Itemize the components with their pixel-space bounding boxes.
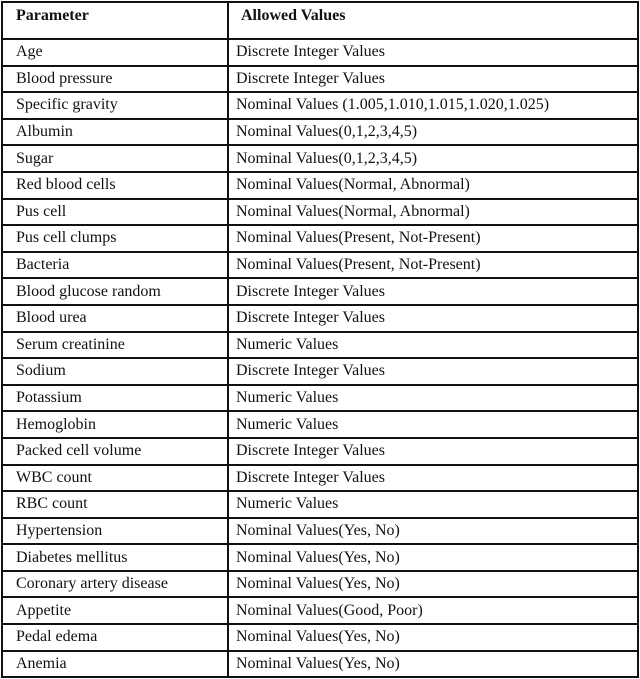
parameter-cell: Red blood cells xyxy=(2,172,228,199)
parameter-cell: Appetite xyxy=(2,597,228,624)
allowed-values-cell: Nominal Values(Yes, No) xyxy=(228,651,638,678)
allowed-values-cell: Nominal Values(Yes, No) xyxy=(228,518,638,545)
allowed-values-cell: Numeric Values xyxy=(228,491,638,518)
header-parameter: Parameter xyxy=(2,2,228,39)
allowed-values-cell: Discrete Integer Values xyxy=(228,66,638,93)
allowed-values-cell: Nominal Values(0,1,2,3,4,5) xyxy=(228,145,638,172)
parameter-cell: Specific gravity xyxy=(2,92,228,119)
parameter-cell: Sodium xyxy=(2,358,228,385)
table-row xyxy=(2,172,638,199)
table-row xyxy=(2,225,638,252)
allowed-values-cell: Nominal Values(Good, Poor) xyxy=(228,597,638,624)
parameter-cell: Pus cell xyxy=(2,199,228,226)
allowed-values-cell: Discrete Integer Values xyxy=(228,358,638,385)
parameter-cell: RBC count xyxy=(2,491,228,518)
allowed-values-cell: Discrete Integer Values xyxy=(228,278,638,305)
parameter-cell: Serum creatinine xyxy=(2,332,228,359)
table-row xyxy=(2,66,638,93)
parameter-cell: Pedal edema xyxy=(2,624,228,651)
header-row xyxy=(2,2,638,39)
allowed-values-cell: Nominal Values(Yes, No) xyxy=(228,624,638,651)
parameter-cell: Blood urea xyxy=(2,305,228,332)
allowed-values-cell: Discrete Integer Values xyxy=(228,39,638,66)
allowed-values-cell: Numeric Values xyxy=(228,385,638,412)
header-allowed-values: Allowed Values xyxy=(228,2,638,39)
parameter-cell: Packed cell volume xyxy=(2,438,228,465)
allowed-values-cell: Discrete Integer Values xyxy=(228,465,638,492)
parameter-cell: Albumin xyxy=(2,119,228,146)
table-row xyxy=(2,544,638,571)
allowed-values-cell: Discrete Integer Values xyxy=(228,305,638,332)
table-row xyxy=(2,624,638,651)
allowed-values-cell: Nominal Values(Yes, No) xyxy=(228,571,638,598)
parameters-table xyxy=(1,1,639,678)
parameter-cell: Hypertension xyxy=(2,518,228,545)
table-row xyxy=(2,145,638,172)
table-row xyxy=(2,92,638,119)
table-row xyxy=(2,358,638,385)
table-row xyxy=(2,597,638,624)
parameter-cell: Pus cell clumps xyxy=(2,225,228,252)
table-row xyxy=(2,119,638,146)
table-row xyxy=(2,518,638,545)
table-row xyxy=(2,491,638,518)
parameter-cell: Bacteria xyxy=(2,252,228,279)
parameter-cell: Age xyxy=(2,39,228,66)
allowed-values-cell: Nominal Values(Normal, Abnormal) xyxy=(228,199,638,226)
table-row xyxy=(2,39,638,66)
table-row xyxy=(2,571,638,598)
parameter-cell: Sugar xyxy=(2,145,228,172)
table-row xyxy=(2,465,638,492)
table-row xyxy=(2,199,638,226)
allowed-values-cell: Numeric Values xyxy=(228,332,638,359)
allowed-values-cell: Nominal Values(Normal, Abnormal) xyxy=(228,172,638,199)
table-row xyxy=(2,332,638,359)
allowed-values-cell: Nominal Values (1.005,1.010,1.015,1.020,1.025) xyxy=(228,92,638,119)
allowed-values-cell: Nominal Values(0,1,2,3,4,5) xyxy=(228,119,638,146)
parameter-cell: Blood pressure xyxy=(2,66,228,93)
parameter-cell: Potassium xyxy=(2,385,228,412)
parameter-cell: Coronary artery disease xyxy=(2,571,228,598)
parameter-cell: Diabetes mellitus xyxy=(2,544,228,571)
parameter-cell: Hemoglobin xyxy=(2,411,228,438)
table-row xyxy=(2,278,638,305)
allowed-values-cell: Nominal Values(Yes, No) xyxy=(228,544,638,571)
allowed-values-cell: Nominal Values(Present, Not-Present) xyxy=(228,252,638,279)
table-row xyxy=(2,651,638,678)
allowed-values-cell: Nominal Values(Present, Not-Present) xyxy=(228,225,638,252)
table-row xyxy=(2,252,638,279)
parameter-cell: WBC count xyxy=(2,465,228,492)
table-row xyxy=(2,305,638,332)
table-row xyxy=(2,438,638,465)
parameter-cell: Anemia xyxy=(2,651,228,678)
table-row xyxy=(2,411,638,438)
allowed-values-cell: Discrete Integer Values xyxy=(228,438,638,465)
parameter-cell: Blood glucose random xyxy=(2,278,228,305)
allowed-values-cell: Numeric Values xyxy=(228,411,638,438)
table-row xyxy=(2,385,638,412)
